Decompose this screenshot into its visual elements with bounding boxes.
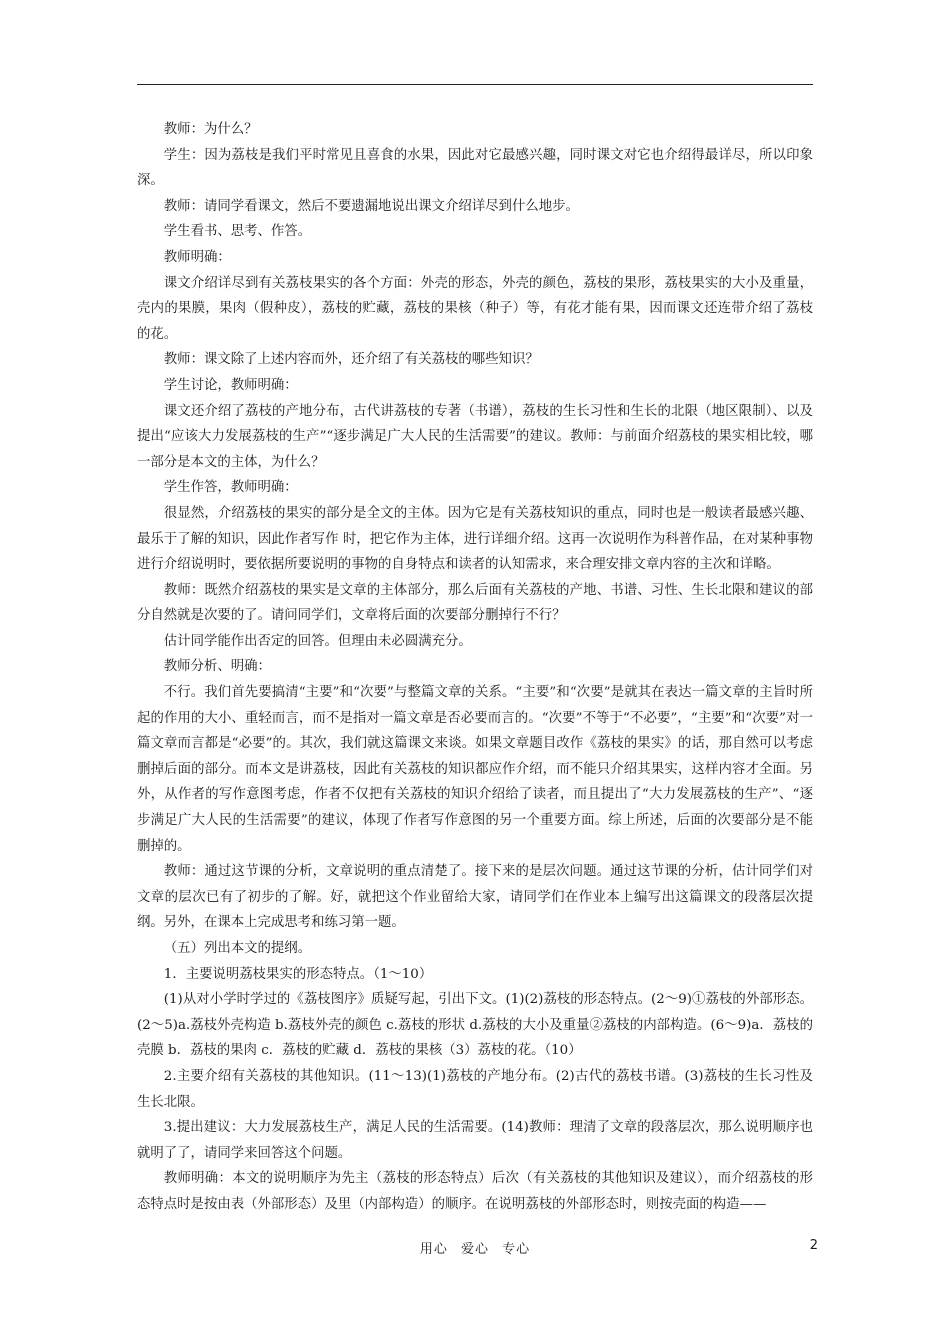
footer-motto: 用心 爱心 专心 — [419, 1242, 531, 1257]
paragraph: 学生作答，教师明确： — [163, 480, 298, 496]
paragraph: 学生：因为荔枝是我们平时常见且喜食的水果，因此对它最感兴趣，同时课文对它也介绍得最详尽，所以印象深。 — [137, 147, 813, 189]
paragraph: 估计同学能作出否定的回答。但理由未必圆满充分。 — [163, 633, 472, 649]
paragraph: 学生看书、思考、作答。 — [163, 224, 312, 240]
paragraph: 课文介绍详尽到有关荔枝果实的各个方面：外壳的形态，外壳的颜色，荔枝的果形，荔枝果实的大小及重量，壳内的果膜，果肉（假种皮），荔枝的贮藏，荔枝的果核（种子）等，有花才能有果，因而课文还连带介绍了荔枝的花。 — [137, 275, 813, 342]
paragraph: 教师：既然介绍荔枝的果实是文章的主体部分，那么后面有关荔枝的产地、书谱、习性、生长北限和建议的部分自然就是次要的了。请问同学们，文章将后面的次要部分删掉行不行？ — [137, 582, 813, 624]
paragraph: 教师分析、明确： — [163, 659, 271, 675]
outline-heading: （五）列出本文的提纲。 — [163, 941, 312, 956]
paragraph: 教师：通过这节课的分析，文章说明的重点清楚了。接下来的是层次问题。通过这节课的分析，估计同学们对文章的层次已有了初步的了解。好，就把这个作业留给大家，请同学们在作业本上编写出这篇课文的段落层次提纲。另外，在课本上完成思考和练习第一题。 — [137, 864, 813, 931]
paragraph: 课文还介绍了荔枝的产地分布，古代讲荔枝的专著（书谱），荔枝的生长习性和生长的北限（地区限制）、以及提出“应该大力发展荔枝的生产”“逐步满足广大人民的生活需要”的建议。教师：与前面介绍荔枝的果实相比较，哪一部分是本文的主体，为什么？ — [137, 403, 813, 470]
paragraph: 教师：为什么？ — [163, 122, 258, 137]
document-body — [137, 117, 813, 1218]
page-number: 2 — [809, 1238, 818, 1253]
paragraph: 教师明确： — [163, 249, 231, 265]
paragraph: 很显然，介绍荔枝的果实的部分是全文的主体。因为它是有关荔枝知识的重点，同时也是一般读者最感兴趣、最乐于了解的知识，因此作者写作 时，把它作为主体，进行详细介绍。这再一次说明作为科普作品，在对某种事物进行介绍说明时，要依据所要说明的事物的自身特点和读者的认知需求，来合理安排文章内容的主次和详略。 — [137, 505, 813, 573]
outline-item: 3.提出建议：大力发展荔枝生产，满足人民的生活需要。(14)教师：理清了文章的段落层次，那么说明顺序也就明了了，请同学来回答这个问题。 — [137, 1120, 813, 1161]
paragraph: 教师明确：本文的说明顺序为先主（荔枝的形态特点）后次（有关荔枝的其他知识及建议），而介绍荔枝的形态特点时是按由表（外部形态）及里（内部构造）的顺序。在说明荔枝的外部形态时，则按壳面的构造—— — [137, 1171, 813, 1212]
paragraph: 教师：课文除了上述内容而外，还介绍了有关荔枝的哪些知识？ — [163, 352, 539, 368]
paragraph: 教师：请同学看课文，然后不要遗漏地说出课文介绍详尽到什么地步。 — [163, 198, 579, 214]
outline-item: 1．主要说明荔枝果实的形态特点。（1～10） — [163, 966, 433, 982]
header-rule — [137, 84, 813, 85]
paragraph: 不行。我们首先要搞清“主要”和“次要”与整篇文章的关系。“主要”和“次要”是就其在表达一篇文章的主旨时所起的作用的大小、重轻而言，而不是指对一篇文章是否必要而言的。“次要”不等于“不必要”，“主要”和“次要”对一篇文章而言都是“必要”的。其次，我们就这篇课文来谈。如果文章题目改作《荔枝的果实》的话，那自然可以考虑删掉后面的部分。而本文是讲荔枝，因此有关荔枝的知识都应作介绍，而不能只介绍其果实，这样内容才全面。另外，从作者的写作意图考虑，作者不仅把有关荔枝的知识介绍给了读者，而且提出了“大力发展荔枝的生产”、“逐步满足广大人民的生活需要”的建议，体现了作者写作意图的另一个重要方面。综上所述，后面的次要部分是不能删掉的。 — [137, 685, 813, 854]
outline-item: (1)从对小学时学过的《荔枝图序》质疑写起，引出下文。(1)(2)荔枝的形态特点。(2～9)①荔枝的外部形态。(2～5)a.荔枝外壳构造 b.荔枝外壳的颜色 c.荔枝的形状 d.荔枝的大小及重量②荔枝的内部构造。(6～9)a．荔枝的壳膜 b．荔枝的果肉 c．荔枝的贮藏 d．荔枝的果核（3）荔枝的花。（10） — [137, 992, 813, 1059]
outline-item: 2.主要介绍有关荔枝的其他知识。(11～13)(1)荔枝的产地分布。(2)古代的荔枝书谱。(3)荔枝的生长习性及生长北限。 — [137, 1068, 813, 1110]
paragraph: 学生讨论，教师明确： — [163, 377, 298, 393]
